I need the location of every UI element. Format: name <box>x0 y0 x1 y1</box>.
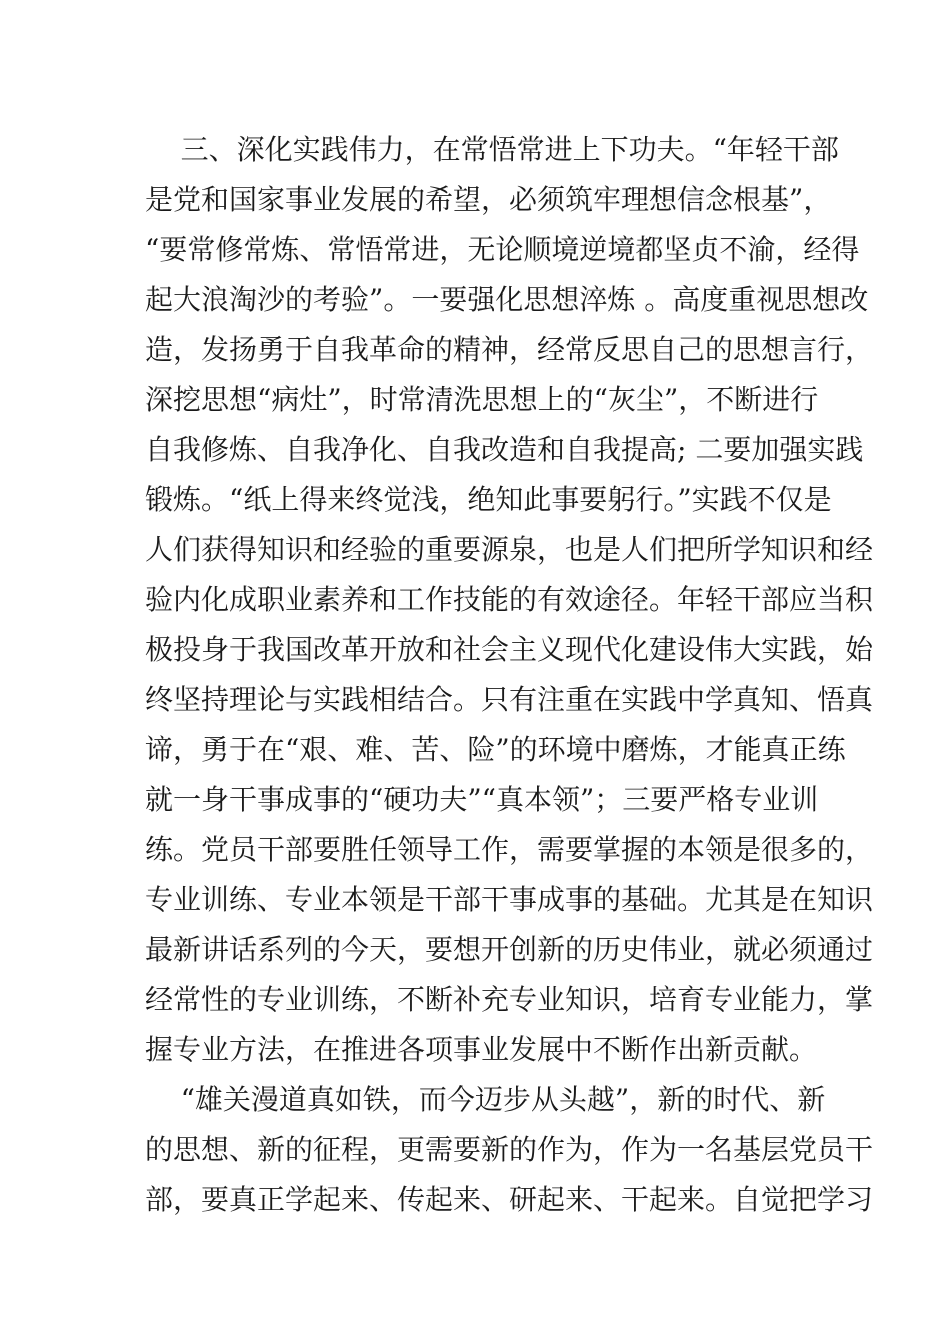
paragraph-conclusion <box>145 1075 874 1225</box>
text-line: 起大浪淘沙的考验”。一要强化思想淬炼 。高度重视思想改 <box>145 283 869 316</box>
text-line: 是党和国家事业发展的希望，必须筑牢理想信念根基”， <box>145 183 832 216</box>
text-line: 最新讲话系列的今天，要想开创新的历史伟业，就必须通过 <box>145 933 874 966</box>
text-line: 极投身于我国改革开放和社会主义现代化建设伟大实践，始 <box>145 633 874 666</box>
text-line: 的思想、新的征程，更需要新的作为，作为一名基层党员干 <box>145 1133 874 1166</box>
text-line: 专业训练、专业本领是干部干事成事的基础。尤其是在知识 <box>145 883 874 916</box>
text-line: “要常修常炼、常悟常进，无论顺境逆境都坚贞不渝，经得 <box>145 233 860 266</box>
text-line: 锻炼。“纸上得来终觉浅，绝知此事要躬行。”实践不仅是 <box>145 483 832 516</box>
paragraph-practice <box>145 125 874 1075</box>
text-line: “雄关漫道真如铁，而今迈步从头越”，新的时代、新 <box>145 1083 826 1116</box>
text-line: 造，发扬勇于自我革命的精神，经常反思自己的思想言行， <box>145 333 874 366</box>
text-line: 部，要真正学起来、传起来、研起来、干起来。自觉把学习 <box>145 1183 874 1216</box>
text-line: 自我修炼、自我净化、自我改造和自我提高; 二要加强实践 <box>145 433 864 466</box>
text-line: 终坚持理论与实践相结合。只有注重在实践中学真知、悟真 <box>145 683 874 716</box>
text-line: 深挖思想“病灶”，时常清洗思想上的“灰尘”，不断进行 <box>145 383 819 416</box>
text-line: 练。党员干部要胜任领导工作，需要掌握的本领是很多的， <box>145 833 874 866</box>
text-line: 验内化成职业素养和工作技能的有效途径。年轻干部应当积 <box>145 583 874 616</box>
text-line: 就一身干事成事的“硬功夫”“真本领”；三要严格专业训 <box>145 783 819 816</box>
text-line: 经常性的专业训练，不断补充专业知识，培育专业能力，掌 <box>145 983 874 1016</box>
text-line: 谛，勇于在“艰、难、苦、险”的环境中磨炼，才能真正练 <box>145 733 846 766</box>
text-line: 三、深化实践伟力，在常悟常进上下功夫。“年轻干部 <box>145 133 839 166</box>
text-line: 人们获得知识和经验的重要源泉，也是人们把所学知识和经 <box>145 533 874 566</box>
text-line: 握专业方法，在推进各项事业发展中不断作出新贡献。 <box>145 1033 818 1066</box>
